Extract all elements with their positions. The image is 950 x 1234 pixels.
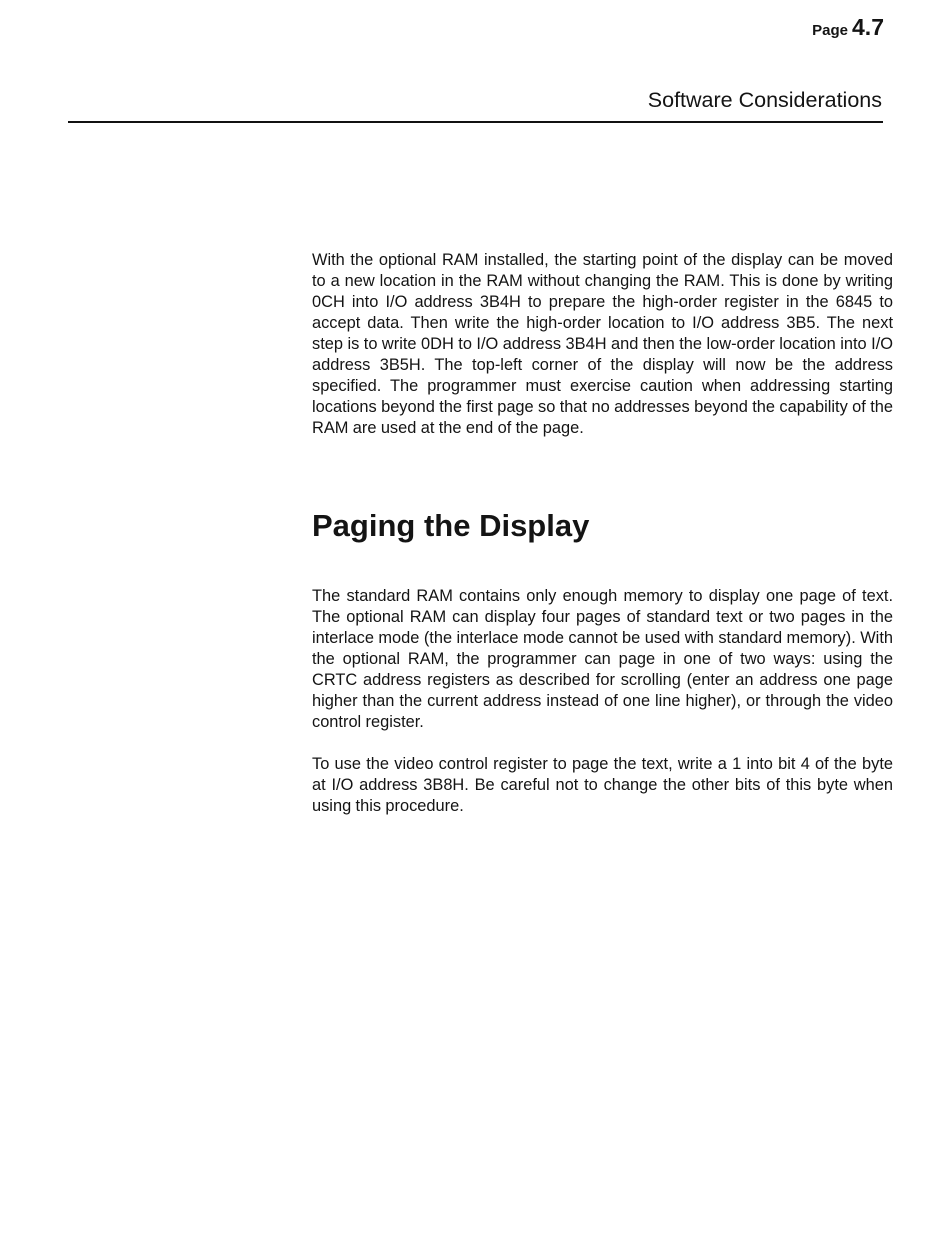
page-number-value: 4.7 bbox=[852, 14, 884, 40]
section-heading: Paging the Display bbox=[312, 508, 590, 543]
header-rule bbox=[68, 121, 883, 123]
intro-paragraph: With the optional RAM installed, the starting point of the display can be moved to a new location in the RAM without changing the RAM. This is done by writing 0CH into I/O address 3B4H to prepare the high-order register in the 6845 to accept data. Then write the high-order location to I/O address 3B5. The next step is to write 0DH to I/O address 3B4H and then the low-order location into I/O address 3B5H. The top-left corner of the display will now be the address specified. The programmer must exercise caution when addressing starting locations beyond the first page so that no addresses beyond the capability of the RAM are used at the end of the page. bbox=[312, 251, 893, 437]
body-paragraph-2: To use the video control register to page the text, write a 1 into bit 4 of the byte at I/O address 3B8H. Be careful not to change the other bits of this byte when using this procedure. bbox=[312, 755, 893, 815]
body-paragraph-1: The standard RAM contains only enough memory to display one page of text. The optional RAM can display four pages of standard text or two pages in the interlace mode (the interlace mode cannot be used with standard memory). With the optional RAM, the programmer can page in one of two ways: using the CRTC address registers as described for scrolling (enter an address one page higher than the current address instead of one line higher), or through the video control register. bbox=[312, 587, 893, 731]
page-label: Page bbox=[812, 22, 849, 39]
page-number bbox=[812, 14, 884, 41]
section-title: Software Considerations bbox=[647, 88, 882, 112]
